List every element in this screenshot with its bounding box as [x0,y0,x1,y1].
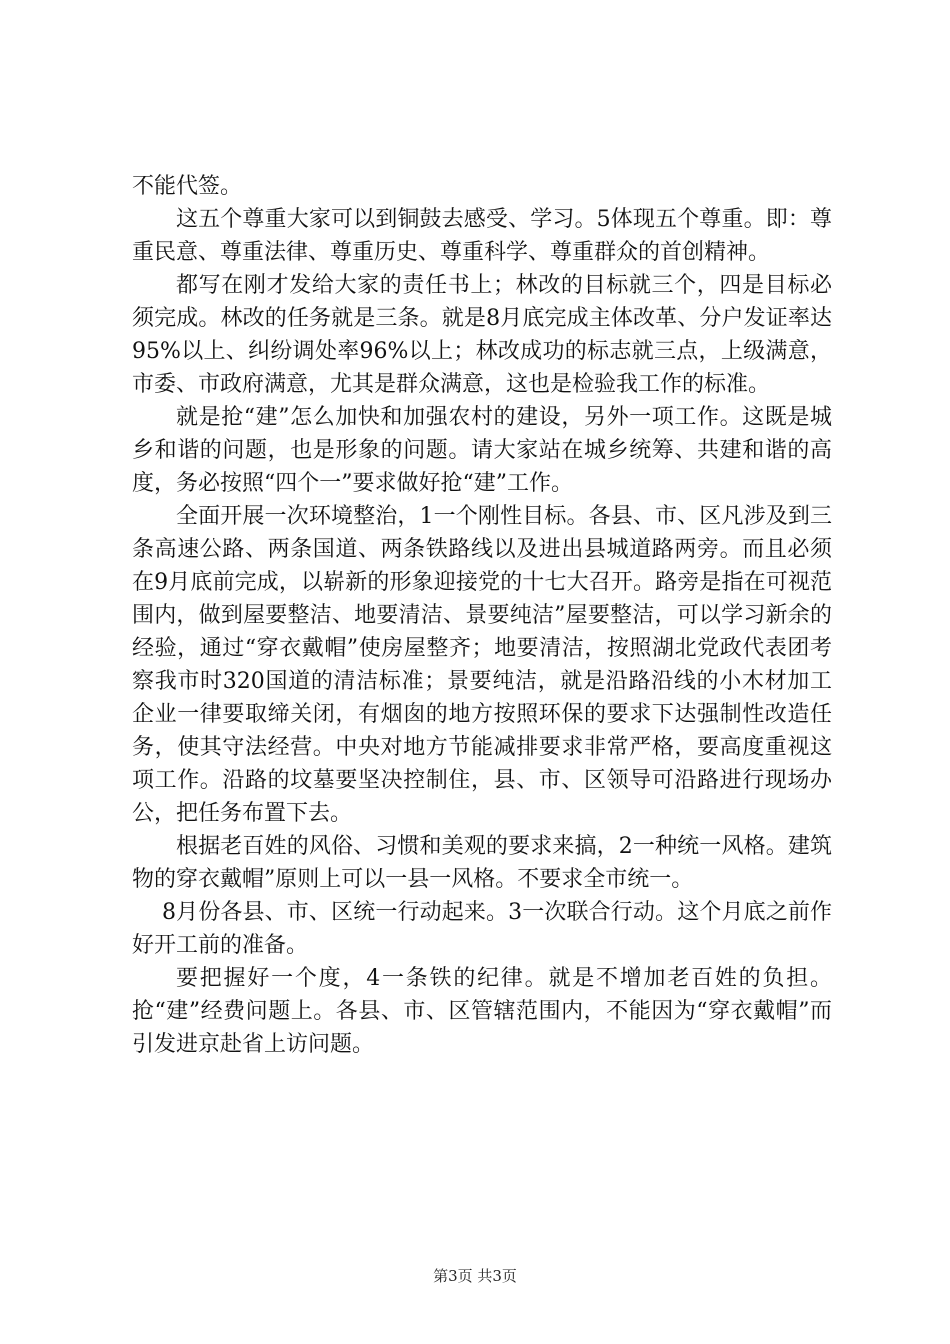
paragraph-2: 都写在刚才发给大家的责任书上；林改的目标就三个，四是目标必须完成。林改的任务就是三条。就是8月底完成主体改革、分户发证率达95%以上、纠纷调处率96%以上；林改成功的标志就三点，上级满意，市委、市政府满意，尤其是群众满意，这也是检验我工作的标准。 [132,273,832,397]
paragraph-5: 根据老百姓的风俗、习惯和美观的要求来搞，2一种统一风格。建筑物的穿衣戴帽”原则上可以一县一风格。不要求全市统一。 [132,834,832,892]
paragraph-7: 要把握好一个度，4一条铁的纪律。就是不增加老百姓的负担。抢“建”经费问题上。各县、市、区管辖范围内，不能因为“穿衣戴帽”而引发进京赴省上访问题。 [132,966,832,1057]
paragraph-1: 这五个尊重大家可以到铜鼓去感受、学习。5体现五个尊重。即：尊重民意、尊重法律、尊重历史、尊重科学、尊重群众的首创精神。 [132,207,832,265]
paragraph-0: 不能代签。 [132,174,243,199]
page-footer [0,1265,950,1286]
paragraph-6: 8月份各县、市、区统一行动起来。3一次联合行动。这个月底之前作好开工前的准备。 [132,900,832,958]
page-number-label: 第3页 共3页 [433,1267,517,1285]
paragraph-4: 全面开展一次环境整治，1一个刚性目标。各县、市、区凡涉及到三条高速公路、两条国道、两条铁路线以及进出县城道路两旁。而且必须在9月底前完成，以崭新的形象迎接党的十七大召开。路旁是指在可视范围内，做到屋要整洁、地要清洁、景要纯洁”屋要整洁，可以学习新余的经验，通过“穿衣戴帽”使房屋整齐；地要清洁，按照湖北党政代表团考察我市时320国道的清洁标准；景要纯洁，就是沿路沿线的小木材加工企业一律要取缔关闭，有烟囱的地方按照环保的要求下达强制性改造任务，使其守法经营。中央对地方节能减排要求非常严格，要高度重视这项工作。沿路的坟墓要坚决控制住，县、市、区领导可沿路进行现场办公，把任务布置下去。 [132,504,832,826]
paragraph-3: 就是抢“建”怎么加快和加强农村的建设，另外一项工作。这既是城乡和谐的问题，也是形象的问题。请大家站在城乡统筹、共建和谐的高度，务必按照“四个一”要求做好抢“建”工作。 [132,405,832,496]
document-body [132,170,832,1061]
